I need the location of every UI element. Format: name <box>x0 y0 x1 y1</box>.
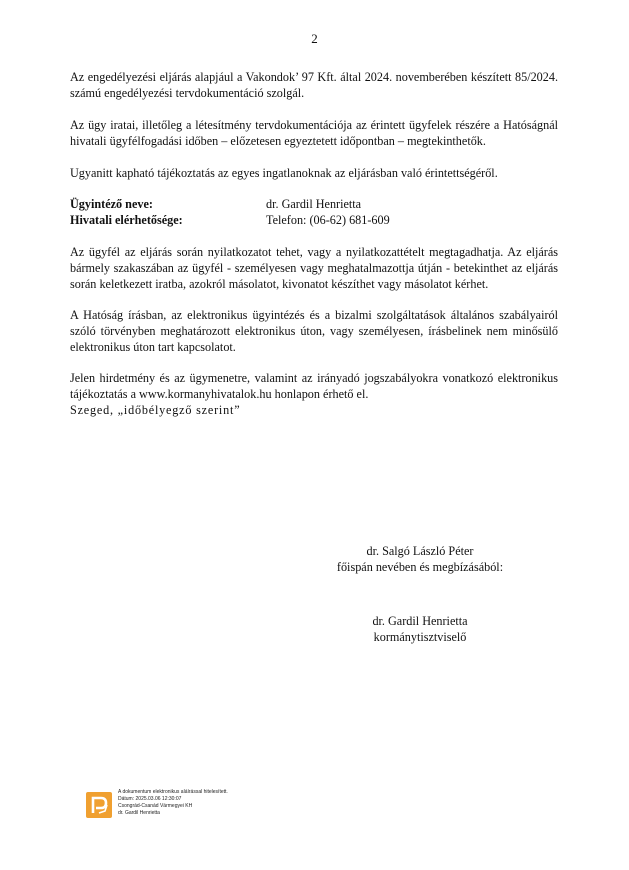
paragraph-documents: Az ügy iratai, illetőleg a létesítmény tervdokumentációja az érintett ügyfelek részére a Hatóságnál hivatali ügyfélfogadási időben – előzetesen egyeztetett időpontban – megtekinthetők. <box>70 118 558 148</box>
page-number: 2 <box>311 31 318 46</box>
stamp-logo-icon <box>86 792 112 818</box>
document-body <box>70 69 558 418</box>
stamp-line-office: Csongrád-Csanád Vármegyei KH <box>118 803 193 809</box>
paragraph-client-rights: Az ügyfél az eljárás során nyilatkozatot tehet, vagy a nyilatkozattételt megtagadhatja. Az eljárás bármely szakaszában az ügyfél - személyesen vagy meghatalmazottja útján - betekinthet az eljárás során keletkezett iratba, azokról másolatot, kivonatot készíthet vagy másolatot kérhet. <box>70 245 558 291</box>
paragraph-communication: A Hatóság írásban, az elektronikus ügyintézés és a bizalmi szolgáltatások általános szabályairól szóló törvényben meghatározott elektronikus úton, vagy személyesen, írásbelinek nem minősülő elektronikus úton tart kapcsolatot. <box>70 308 558 354</box>
office-phone: Telefon: (06-62) 681-609 <box>266 213 390 227</box>
officer-name: dr. Gardil Henrietta <box>372 614 468 628</box>
place-date: Szeged, „időbélyegző szerint” <box>70 403 241 417</box>
officer-title: kormánytisztviselő <box>373 630 467 644</box>
case-officer-label: Ügyintéző neve: <box>70 197 153 211</box>
office-contact-label: Hivatali elérhetősége: <box>70 213 183 227</box>
paragraph-notice-website: Jelen hirdetmény és az ügymenetre, valamint az irányadó jogszabályokra vonatkozó elektronikus tájékoztatás a www.kormanyhivatalok.hu honlapon érhető el. <box>70 371 558 401</box>
signature-block-officer <box>300 613 540 645</box>
signature-block-ispan <box>300 543 540 575</box>
stamp-line-date: Dátum: 2025.03.06 12:30:07 <box>118 796 182 802</box>
signatory-role: főispán nevében és megbízásából: <box>336 560 504 574</box>
signatory-name: dr. Salgó László Péter <box>366 544 474 558</box>
contact-block <box>70 196 558 228</box>
electronic-signature-stamp <box>86 789 228 818</box>
stamp-text <box>118 789 228 817</box>
paragraph-information: Ugyanitt kapható tájékoztatás az egyes ingatlanoknak az eljárásban való érintettségéről. <box>70 166 498 180</box>
paragraph-basis: Az engedélyezési eljárás alapjául a Vakondok’ 97 Kft. által 2024. novemberében készített 85/2024. számú engedélyezési tervdokumentáció szolgál. <box>70 70 558 100</box>
stamp-line-authenticated: A dokumentum elektronikus aláírással hitelesített. <box>118 789 228 795</box>
case-officer-name: dr. Gardil Henrietta <box>266 197 362 211</box>
stamp-line-signer: dr. Gardil Henrietta <box>118 810 160 816</box>
